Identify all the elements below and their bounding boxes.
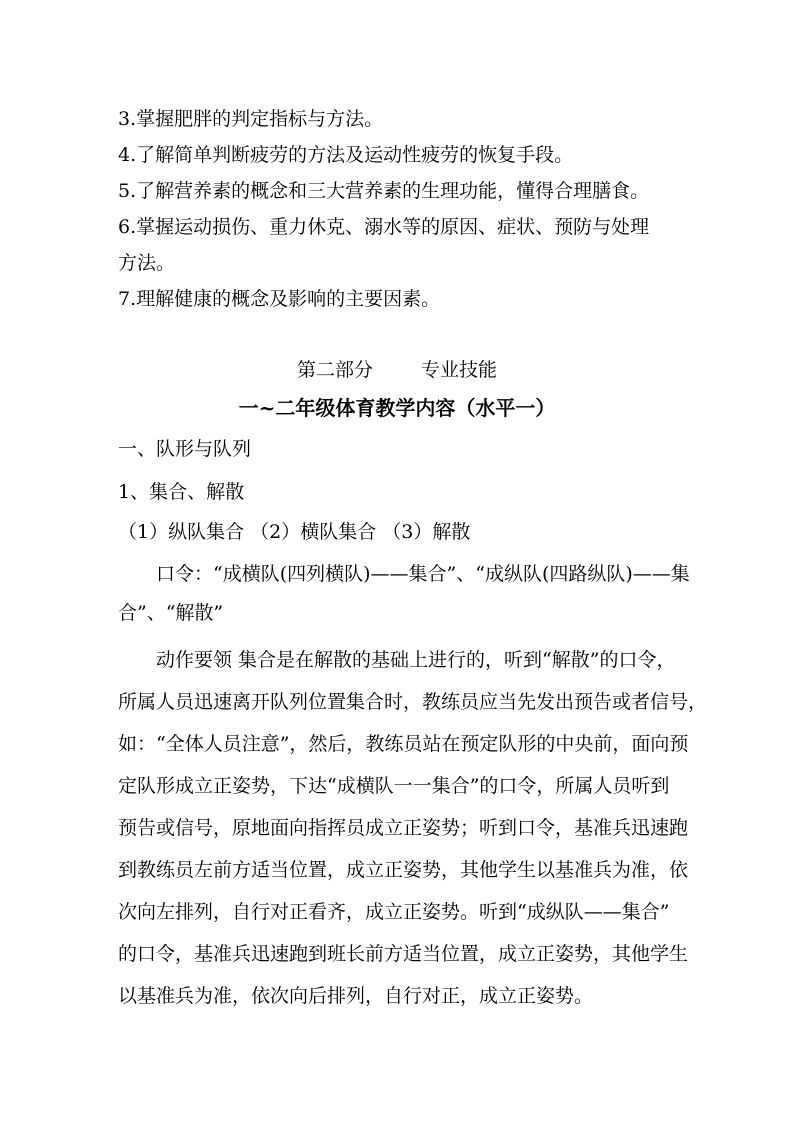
action-line-3: 如：“全体人员注意”，然后，教练员站在预定队形的中央前，面向预 bbox=[118, 733, 689, 755]
list-item-3: 3.掌握肥胖的判定指标与方法。 bbox=[118, 108, 384, 130]
section-title: 一~二年级体育教学内容（水平一） bbox=[238, 396, 556, 420]
part-heading bbox=[0, 358, 794, 382]
list-item-6: 6.掌握运动损伤、重力休克、溺水等的原因、症状、预防与处理 bbox=[118, 216, 650, 238]
list-item-5: 5.了解营养素的概念和三大营养素的生理功能，懂得合理膳食。 bbox=[118, 180, 650, 202]
action-line-2: 所属人员迅速离开队列位置集合时，教练员应当先发出预告或者信号， bbox=[118, 691, 708, 713]
action-line-5: 预告或信号，原地面向指挥员成立正姿势；听到口令，基准兵迅速跑 bbox=[118, 817, 689, 839]
command-line-1: 口令：“成横队(四列横队)——集合”、“成纵队(四路纵队)——集 bbox=[156, 563, 690, 585]
action-line-7: 次向左排列，自行对正看齐，成立正姿势。听到“成纵队——集合” bbox=[118, 901, 670, 923]
command-line-2: 合”、“解散” bbox=[118, 602, 224, 624]
part-title: 专业技能 bbox=[421, 359, 498, 381]
list-item-6-continued: 方法。 bbox=[118, 252, 176, 274]
action-line-9: 以基准兵为准，依次向后排列，自行对正，成立正姿势。 bbox=[118, 985, 594, 1007]
sub-items: （1）纵队集合 （2）横队集合 （3）解散 bbox=[118, 521, 471, 543]
subheading-formation: 一、队形与队列 bbox=[118, 438, 252, 460]
part-label: 第二部分 bbox=[296, 359, 373, 381]
list-item-4: 4.了解简单判断疲劳的方法及运动性疲劳的恢复手段。 bbox=[118, 144, 574, 166]
action-line-1: 动作要领 集合是在解散的基础上进行的，听到“解散”的口令， bbox=[156, 649, 676, 671]
list-item-7: 7.理解健康的概念及影响的主要因素。 bbox=[118, 288, 441, 310]
subheading-assemble: 1、集合、解散 bbox=[118, 481, 245, 503]
action-line-8: 的口令，基准兵迅速跑到班长前方适当位置，成立正姿势，其他学生 bbox=[118, 943, 689, 965]
action-line-6: 到教练员左前方适当位置，成立正姿势，其他学生以基准兵为准，依 bbox=[118, 859, 689, 881]
action-line-4: 定队形成立正姿势，下达“成横队一一集合”的口令，所属人员听到 bbox=[118, 775, 670, 797]
